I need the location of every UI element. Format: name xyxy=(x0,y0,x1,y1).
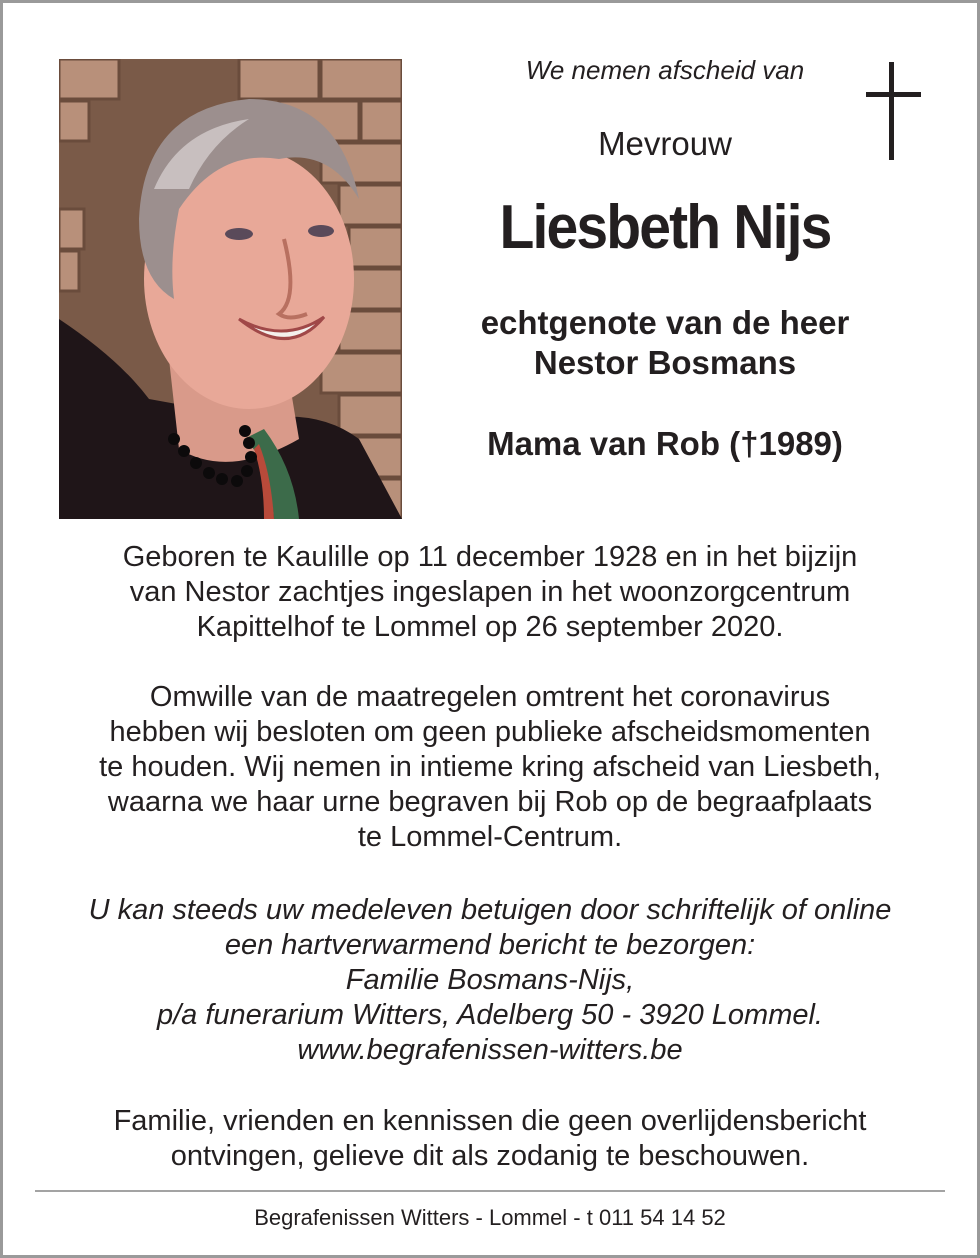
corona-line: hebben wij besloten om geen publieke afscheidsmomenten xyxy=(109,716,871,748)
portrait-photo xyxy=(59,59,402,519)
corona-paragraph xyxy=(40,680,940,855)
deceased-title: Mevrouw xyxy=(598,125,732,162)
deceased-name: Liesbeth Nijs xyxy=(499,193,831,262)
spouse-line-2: Nestor Bosmans xyxy=(533,344,797,381)
corona-line: te Lommel-Centrum. xyxy=(357,821,623,853)
condolences-paragraph xyxy=(40,893,940,1068)
condolences-address: p/a funerarium Witters, Adelberg 50 - 3920 Lommel. xyxy=(157,999,823,1031)
corona-line: Omwille van de maatregelen omtrent het coronavirus xyxy=(149,681,831,713)
closing-line: Familie, vrienden en kennissen die geen overlijdensbericht xyxy=(113,1105,867,1137)
footer-divider xyxy=(35,1190,945,1192)
birth-paragraph xyxy=(40,540,940,645)
corona-line: waarna we haar urne begraven bij Rob op de begraafplaats xyxy=(107,786,873,818)
condolences-family: Familie Bosmans-Nijs, xyxy=(345,964,635,996)
notice-intro: We nemen afscheid van xyxy=(525,55,805,85)
birth-line: Kapittelhof te Lommel op 26 september 2020. xyxy=(196,611,784,643)
condolences-website-link[interactable]: www.begrafenissen-witters.be xyxy=(297,1034,683,1066)
spouse-info xyxy=(440,303,890,383)
spouse-line-1: echtgenote van de heer xyxy=(480,304,850,341)
condolences-line: een hartverwarmend bericht te bezorgen: xyxy=(224,929,756,961)
footer-text: Begrafenissen Witters - Lommel - t 011 54 14 52 xyxy=(254,1205,726,1230)
corona-line: te houden. Wij nemen in intieme kring afscheid van Liesbeth, xyxy=(99,751,881,783)
condolences-line: U kan steeds uw medeleven betuigen door schriftelijk of online xyxy=(88,894,892,926)
birth-line: van Nestor zachtjes ingeslapen in het woonzorgcentrum xyxy=(129,576,851,608)
mother-info: Mama van Rob (†1989) xyxy=(487,425,843,462)
closing-line: ontvingen, gelieve dit als zodanig te beschouwen. xyxy=(170,1140,810,1172)
portrait-illustration xyxy=(59,59,402,519)
closing-paragraph xyxy=(40,1104,940,1174)
birth-line: Geboren te Kaulille op 11 december 1928 en in het bijzijn xyxy=(122,541,858,573)
